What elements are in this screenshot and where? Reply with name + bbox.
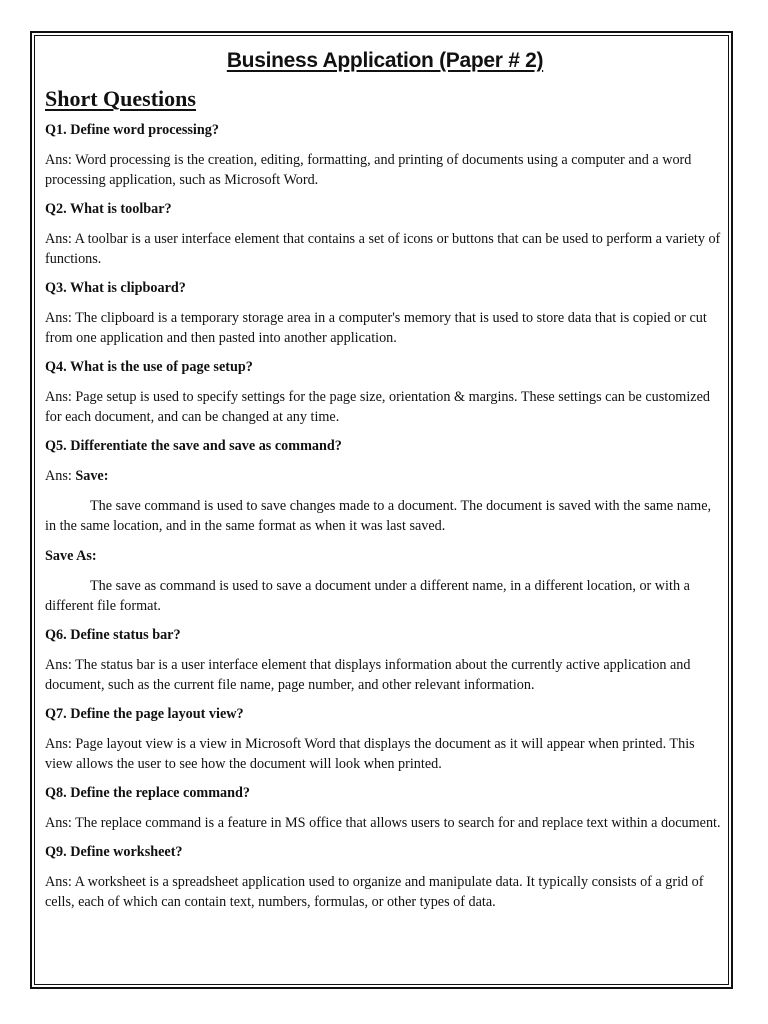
save-label: Save: [75, 468, 109, 484]
question-text: Q4. What is the use of page setup? [45, 359, 253, 375]
save-as-label: Save As: [45, 548, 97, 564]
question-text: Q5. Differentiate the save and save as command? [45, 438, 342, 454]
answer-prefix: Ans: [45, 468, 76, 484]
question-item-4 [45, 357, 725, 427]
answer-text: Ans: The replace command is a feature in MS office that allows users to search for and replace text within a document. [45, 815, 721, 831]
answer-text: Ans: Page setup is used to specify settings for the page size, orientation & margins. These settings can be customized for each document, and can be changed at any time. [45, 389, 710, 425]
question-text: Q8. Define the replace command? [45, 785, 251, 801]
section-title: Short Questions [45, 86, 196, 111]
question-text: Q7. Define the page layout view? [45, 706, 244, 722]
save-description: The save command is used to save changes made to a document. The document is saved with the same name, in the same location, and in the same format as when it was last saved. [45, 498, 712, 534]
save-as-description: The save as command is used to save a document under a different name, in a different location, or with a different file format. [45, 578, 690, 614]
answer-text: Ans: Page layout view is a view in Microsoft Word that displays the document as it will appear when printed. This view allows the user to see how the document will look when printed. [45, 736, 695, 772]
answer-text: Ans: A toolbar is a user interface element that contains a set of icons or buttons that can be used to perform a variety of functions. [45, 231, 721, 267]
question-item-8 [45, 783, 725, 833]
answer-text: Ans: Word processing is the creation, editing, formatting, and printing of documents using a computer and a word processing application, such as Microsoft Word. [45, 152, 692, 188]
answer-save-heading [45, 466, 725, 486]
document-page [45, 46, 725, 921]
question-text: Q2. What is toolbar? [45, 201, 172, 217]
answer-text: Ans: The status bar is a user interface element that displays information about the currently active application and document, such as the current file name, page number, and other relevant information. [45, 657, 691, 693]
question-item-3 [45, 278, 725, 348]
question-item-5 [45, 436, 725, 616]
question-item-9 [45, 842, 725, 912]
question-item-6 [45, 625, 725, 695]
question-text: Q6. Define status bar? [45, 627, 181, 643]
question-item-2 [45, 199, 725, 269]
question-text: Q3. What is clipboard? [45, 280, 186, 296]
question-list [45, 120, 725, 912]
question-text: Q9. Define worksheet? [45, 844, 183, 860]
document-title: Business Application (Paper # 2) [226, 49, 544, 72]
question-text: Q1. Define word processing? [45, 122, 219, 138]
answer-text: Ans: The clipboard is a temporary storage area in a computer's memory that is used to store data that is copied or cut from one application and then pasted into another application. [45, 310, 707, 346]
question-item-7 [45, 704, 725, 774]
answer-text: Ans: A worksheet is a spreadsheet application used to organize and manipulate data. It typically consists of a grid of cells, each of which can contain text, numbers, formulas, or other types of data. [45, 874, 704, 910]
question-item-1 [45, 120, 725, 190]
